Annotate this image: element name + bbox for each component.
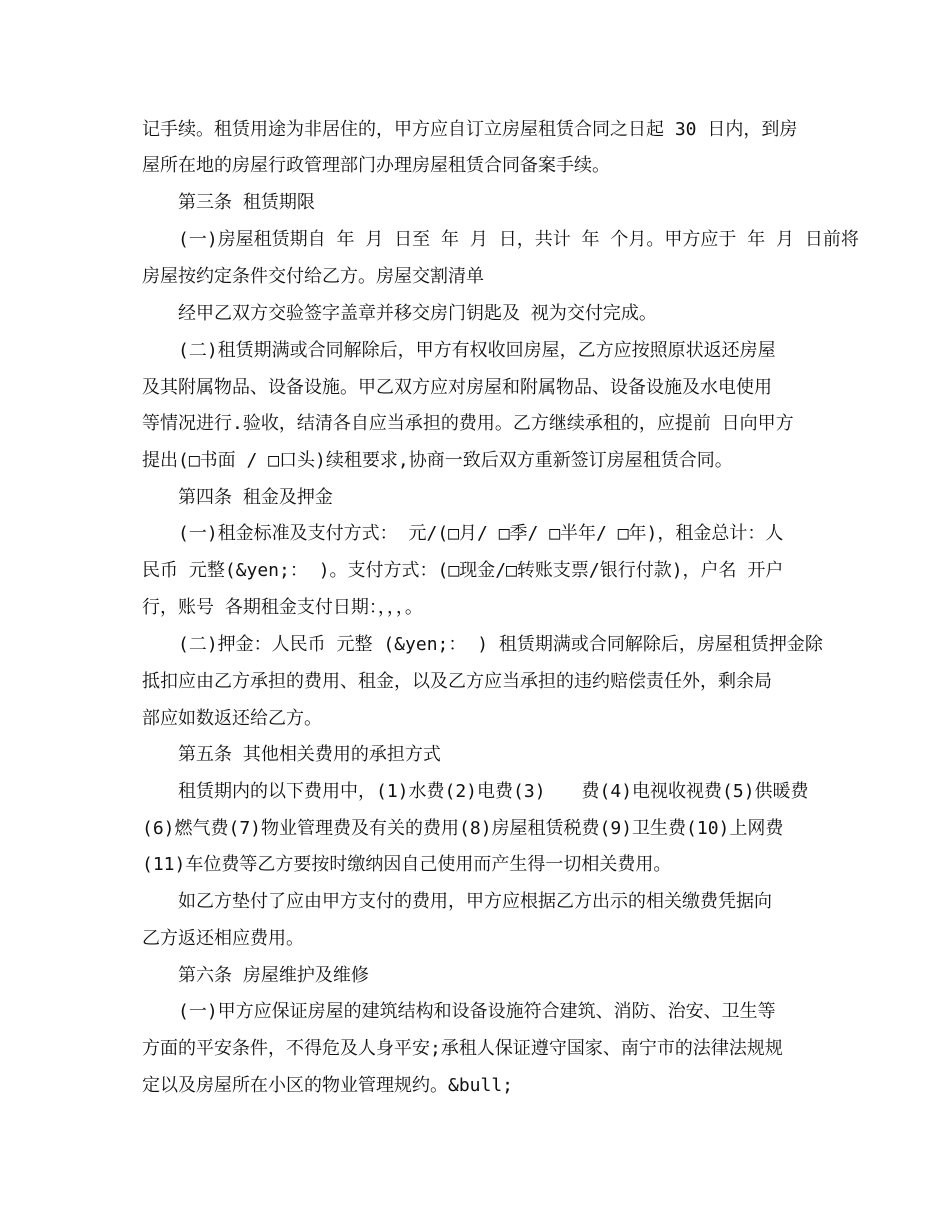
text-line: (二)租赁期满或合同解除后，甲方有权收回房屋，乙方应按照原状返还房屋	[178, 340, 776, 361]
section-heading: 第三条 租赁期限	[178, 192, 315, 213]
text-line: 记手续。租赁用途为非居住的，甲方应自订立房屋租赁合同之日起 30 日内，到房	[142, 119, 798, 140]
text-line: (一)房屋租赁期自 年 月 日至 年 月 日，共计 年 个月。甲方应于 年 月 日前将	[178, 229, 859, 250]
text-line: 租赁期内的以下费用中，(1)水费(2)电费(3) 费(4)电视收视费(5)供暖费	[178, 781, 809, 802]
text-line: 及其附属物品、设备设施。甲乙双方应对房屋和附属物品、设备设施及水电使用	[142, 377, 772, 398]
text-line: 经甲乙双方交验签字盖章并移交房门钥匙及 视为交付完成。	[178, 303, 657, 324]
text-line: 抵扣应由乙方承担的费用、租金，以及乙方应当承担的违约赔偿责任外，剩余局	[142, 671, 772, 692]
text-line: 如乙方垫付了应由甲方支付的费用，甲方应根据乙方出示的相关缴费凭据向	[178, 891, 772, 912]
text-line: (6)燃气费(7)物业管理费及有关的费用(8)房屋租赁税费(9)卫生费(10)上网费	[142, 818, 784, 839]
text-line: 房屋按约定条件交付给乙方。房屋交割清单	[142, 266, 484, 287]
section-heading: 第六条 房屋维护及维修	[178, 965, 369, 986]
text-line: 定以及房屋所在小区的物业管理规约。&bull;	[142, 1075, 514, 1096]
text-line: 屋所在地的房屋行政管理部门办理房屋租赁合同备案手续。	[142, 155, 610, 176]
text-line: 行，账号 各期租金支付日期：，，，。	[142, 597, 423, 618]
section-heading: 第四条 租金及押金	[178, 487, 333, 508]
text-line: (一)租金标准及支付方式： 元/(□月/ □季/ □半年/ □年)，租金总计：人	[178, 523, 784, 544]
text-line: 部应如数返还给乙方。	[142, 708, 322, 729]
text-line: (二)押金：人民币 元整 (&yen;： ) 租赁期满或合同解除后，房屋租赁押金除	[178, 634, 823, 655]
text-line: 提出(□书面 / □口头)续租要求,协商一致后双方重新签订房屋租赁合同。	[142, 450, 733, 471]
text-line: 方面的平安条件，不得危及人身平安;承租人保证遵守国家、南宁市的法律法规规	[142, 1038, 783, 1059]
section-heading: 第五条 其他相关费用的承担方式	[178, 744, 441, 765]
text-line: 民币 元整(&yen;： )。支付方式：(□现金/□转账支票/银行付款)，户名 开户	[142, 560, 784, 581]
text-line: 乙方返还相应费用。	[142, 928, 304, 949]
text-line: (一)甲方应保证房屋的建筑结构和设备设施符合建筑、消防、治安、卫生等	[178, 1001, 776, 1022]
text-line: (11)车位费等乙方要按时缴纳因自己使用而产生得一切相关费用。	[142, 854, 672, 875]
text-line: 等情况进行.验收，结清各自应当承担的费用。乙方继续承租的，应提前 日向甲方	[142, 413, 794, 434]
